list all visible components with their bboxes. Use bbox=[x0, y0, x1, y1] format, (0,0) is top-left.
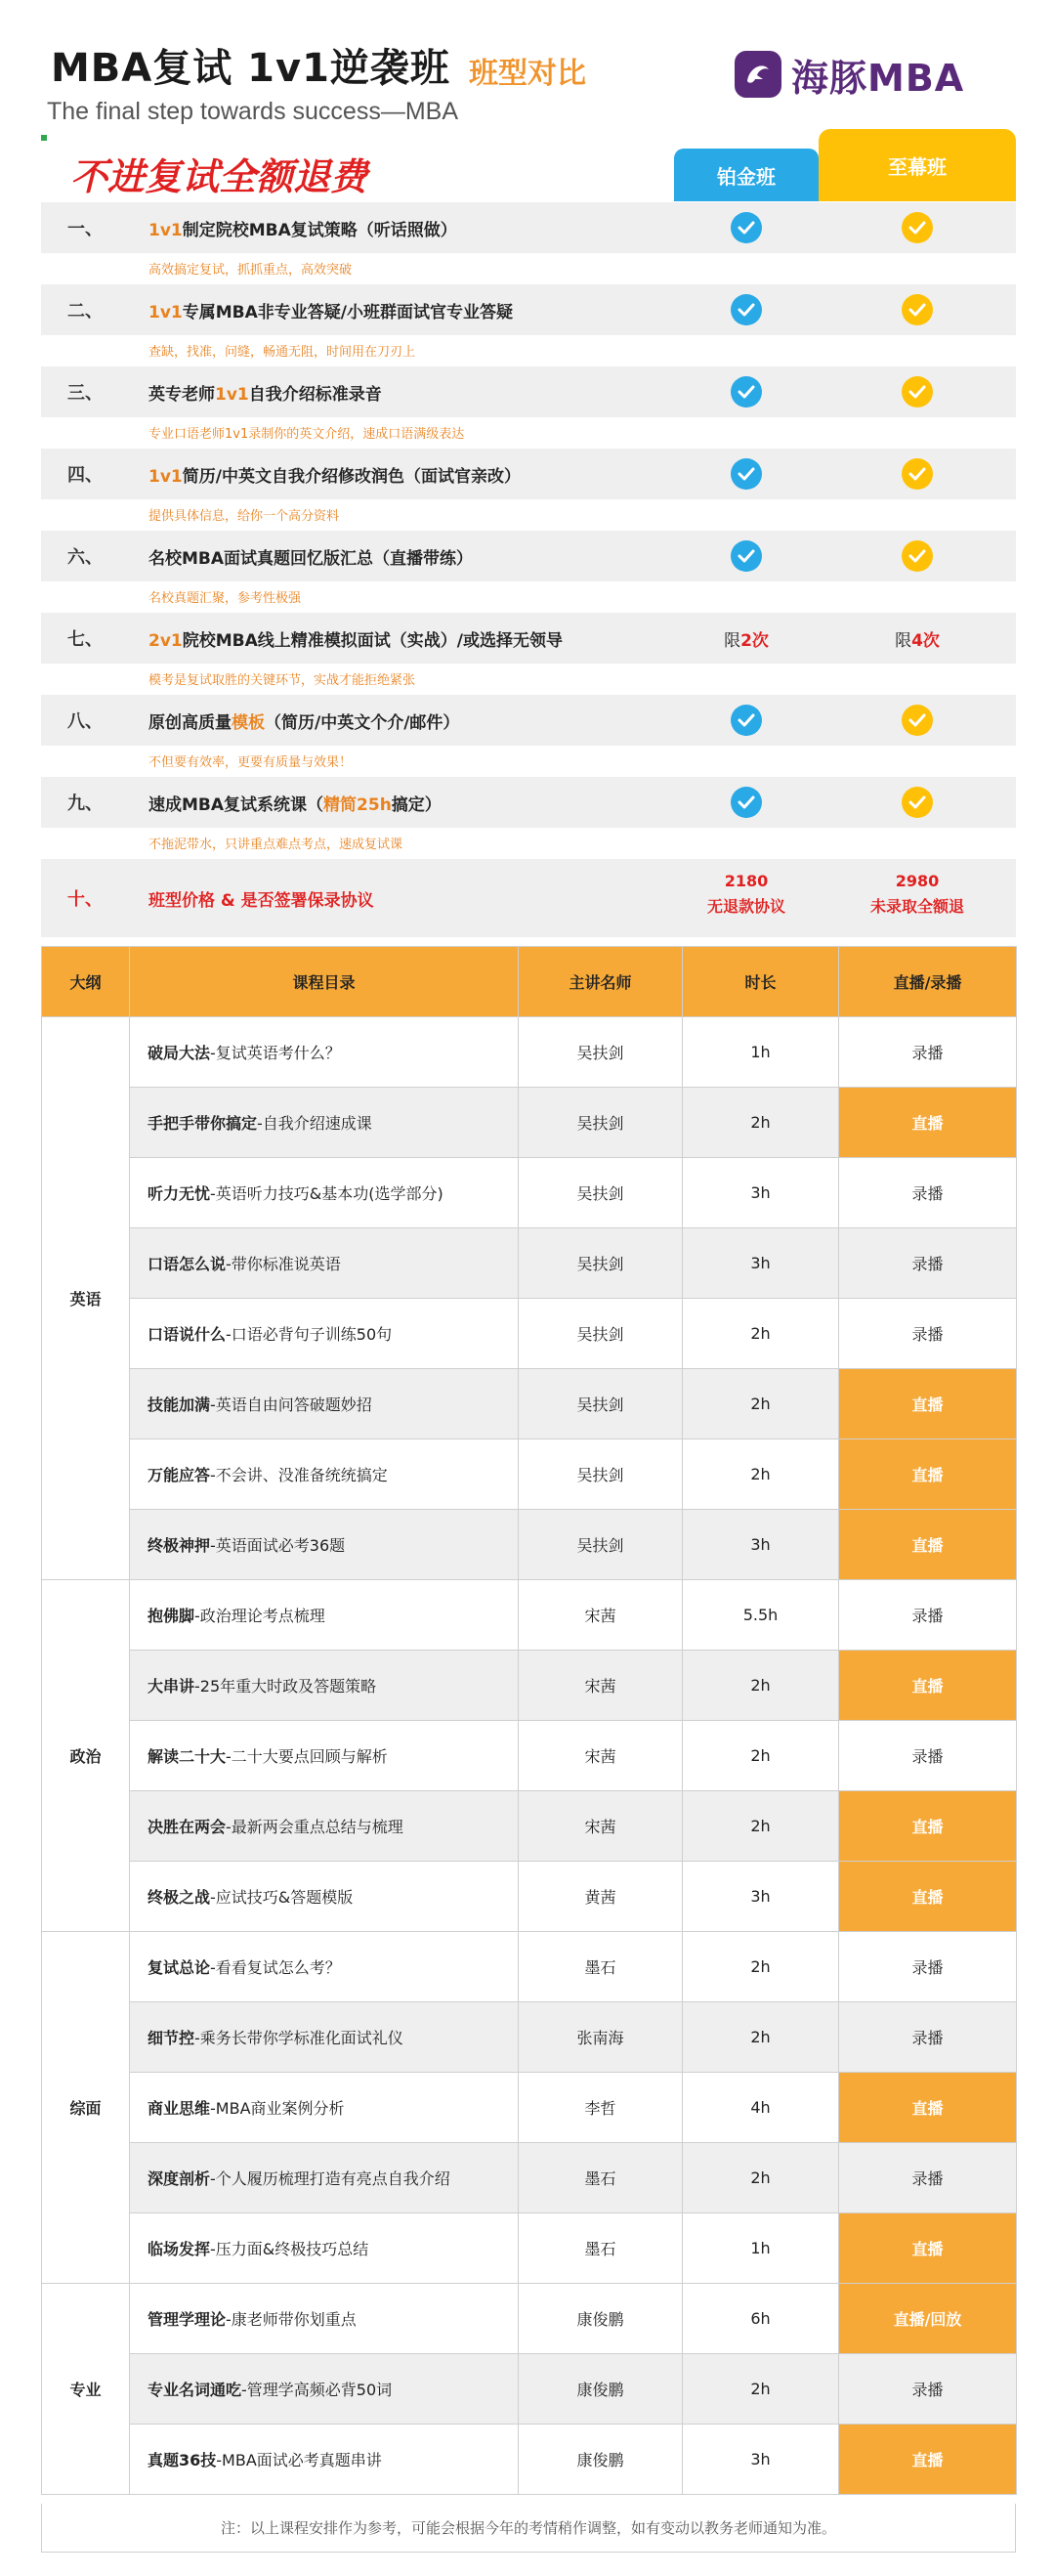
page-header bbox=[0, 0, 1055, 205]
duration-cell: 3h bbox=[683, 1228, 839, 1299]
zhimu-price bbox=[819, 869, 1016, 920]
course-name: 真题36技 bbox=[148, 2451, 217, 2469]
limit-count: 4次 bbox=[911, 630, 940, 651]
course-subtitle: -二十大要点回顾与解析 bbox=[226, 1747, 388, 1766]
dolphin-icon bbox=[735, 51, 781, 98]
mode-cell: 录播 bbox=[839, 1228, 1017, 1299]
limit-text bbox=[895, 626, 940, 651]
course-cell bbox=[130, 1651, 519, 1721]
course-name: 临场发挥 bbox=[148, 2240, 211, 2258]
platinum-cell bbox=[674, 449, 819, 499]
table-row bbox=[42, 1017, 1017, 1088]
duration-cell: 2h bbox=[683, 1791, 839, 1862]
table-row bbox=[42, 1862, 1017, 1932]
zhimu-cell bbox=[819, 366, 1016, 417]
check-icon bbox=[902, 212, 933, 243]
teacher-cell: 吴扶剑 bbox=[519, 1228, 683, 1299]
teacher-cell: 康俊鹏 bbox=[519, 2354, 683, 2425]
teacher-cell: 墨石 bbox=[519, 2213, 683, 2284]
course-name: 专业名词通吃 bbox=[148, 2381, 242, 2399]
course-cell bbox=[130, 1791, 519, 1862]
course-subtitle: -英语听力技巧&基本功(选学部分) bbox=[210, 1184, 443, 1203]
course-name: 万能应答 bbox=[148, 1466, 211, 1484]
table-row bbox=[42, 2213, 1017, 2284]
course-cell bbox=[130, 1228, 519, 1299]
teacher-cell: 墨石 bbox=[519, 1932, 683, 2002]
course-table-body bbox=[42, 1017, 1017, 2495]
course-cell bbox=[130, 1862, 519, 1932]
mode-cell: 直播 bbox=[839, 1088, 1017, 1158]
header-teacher: 主讲名师 bbox=[519, 947, 683, 1017]
course-name: 技能加满 bbox=[148, 1395, 211, 1414]
row-title bbox=[148, 298, 513, 322]
teacher-cell: 吴扶剑 bbox=[519, 1158, 683, 1228]
teacher-cell: 宋茜 bbox=[519, 1791, 683, 1862]
teacher-cell: 宋茜 bbox=[519, 1721, 683, 1791]
course-name: 手把手带你搞定 bbox=[148, 1114, 258, 1133]
check-icon bbox=[731, 787, 762, 818]
row-title bbox=[148, 462, 521, 487]
mode-cell: 录播 bbox=[839, 1721, 1017, 1791]
comparison-row bbox=[41, 695, 1016, 777]
course-subtitle: -政治理论考点梳理 bbox=[194, 1607, 325, 1625]
comparison-row-bar bbox=[41, 284, 1016, 335]
course-name: 深度剖析 bbox=[148, 2169, 211, 2188]
duration-cell: 1h bbox=[683, 1017, 839, 1088]
table-row bbox=[42, 2002, 1017, 2073]
course-subtitle: -自我介绍速成课 bbox=[257, 1114, 372, 1133]
course-name: 口语怎么说 bbox=[148, 1255, 227, 1273]
duration-cell: 2h bbox=[683, 1088, 839, 1158]
mode-cell: 直播 bbox=[839, 1369, 1017, 1439]
mode-cell: 录播 bbox=[839, 2002, 1017, 2073]
duration-cell: 5.5h bbox=[683, 1580, 839, 1651]
table-row bbox=[42, 2425, 1017, 2495]
course-subtitle: -英语自由问答破题妙招 bbox=[210, 1395, 372, 1414]
limit-label: 限 bbox=[895, 630, 912, 651]
course-subtitle: -个人履历梳理打造有亮点自我介绍 bbox=[210, 2169, 450, 2188]
platinum-price bbox=[674, 869, 819, 920]
row-title bbox=[148, 708, 459, 733]
teacher-cell: 康俊鹏 bbox=[519, 2425, 683, 2495]
header-duration: 时长 bbox=[683, 947, 839, 1017]
page-title: MBA复试 1v1逆袭班 bbox=[51, 46, 450, 91]
check-icon bbox=[731, 540, 762, 572]
check-icon bbox=[731, 294, 762, 325]
check-icon bbox=[902, 787, 933, 818]
teacher-cell: 康俊鹏 bbox=[519, 2284, 683, 2354]
comparison-row-bar bbox=[41, 777, 1016, 828]
table-row bbox=[42, 2073, 1017, 2143]
comparison-row-bar bbox=[41, 449, 1016, 499]
check-icon bbox=[731, 376, 762, 408]
tagline: The final step towards success—MBA bbox=[47, 98, 458, 125]
limit-count: 2次 bbox=[740, 630, 769, 651]
course-cell bbox=[130, 2002, 519, 2073]
teacher-cell: 李哲 bbox=[519, 2073, 683, 2143]
category-cell: 专业 bbox=[42, 2284, 130, 2495]
table-row bbox=[42, 1791, 1017, 1862]
mode-cell: 录播 bbox=[839, 1932, 1017, 2002]
comparison-row-bar bbox=[41, 531, 1016, 581]
course-name: 破局大法 bbox=[148, 1044, 211, 1062]
course-name: 听力无忧 bbox=[148, 1184, 211, 1203]
teacher-cell: 吴扶剑 bbox=[519, 1510, 683, 1580]
table-row bbox=[42, 1651, 1017, 1721]
course-cell bbox=[130, 2143, 519, 2213]
course-name: 抱佛脚 bbox=[148, 1607, 195, 1625]
platinum-cell bbox=[674, 777, 819, 828]
row-title-suffix: （简历/中英文个介/邮件） bbox=[265, 712, 460, 733]
platinum-cell bbox=[674, 366, 819, 417]
brand-logo bbox=[735, 45, 1018, 104]
course-subtitle: -康老师带你划重点 bbox=[226, 2310, 357, 2329]
table-row bbox=[42, 1158, 1017, 1228]
course-name: 终极神押 bbox=[148, 1536, 211, 1555]
course-subtitle: -复试英语考什么？ bbox=[210, 1044, 341, 1062]
course-cell bbox=[130, 2284, 519, 2354]
course-subtitle: -乘务长带你学标准化面试礼仪 bbox=[194, 2029, 403, 2047]
mode-cell: 录播 bbox=[839, 2354, 1017, 2425]
mode-cell: 录播 bbox=[839, 1017, 1017, 1088]
table-row bbox=[42, 1228, 1017, 1299]
duration-cell: 3h bbox=[683, 1510, 839, 1580]
zhimu-price-value: 2980 bbox=[895, 872, 940, 890]
mode-cell: 直播 bbox=[839, 1791, 1017, 1862]
course-cell bbox=[130, 1721, 519, 1791]
duration-cell: 2h bbox=[683, 2002, 839, 2073]
platinum-cell bbox=[674, 202, 819, 253]
duration-cell: 6h bbox=[683, 2284, 839, 2354]
teacher-cell: 吴扶剑 bbox=[519, 1439, 683, 1510]
course-subtitle: -看看复试怎么考？ bbox=[210, 1958, 341, 1977]
course-cell bbox=[130, 1299, 519, 1369]
row-number: 六、 bbox=[67, 547, 103, 568]
course-subtitle: -最新两会重点总结与梳理 bbox=[226, 1818, 403, 1836]
mode-cell: 直播 bbox=[839, 2425, 1017, 2495]
course-cell bbox=[130, 1017, 519, 1088]
row-number: 三、 bbox=[67, 383, 103, 404]
row-description: 提供具体信息，给你一个高分资料 bbox=[148, 509, 340, 524]
row-number: 二、 bbox=[67, 301, 103, 322]
course-cell bbox=[130, 2425, 519, 2495]
check-icon bbox=[902, 458, 933, 490]
course-cell bbox=[130, 1439, 519, 1510]
row-title-suffix: 搞定） bbox=[391, 794, 442, 815]
comparison-row-bar bbox=[41, 695, 1016, 746]
row-description: 高效搞定复试，抓抓重点，高效突破 bbox=[148, 263, 353, 278]
duration-cell: 2h bbox=[683, 1651, 839, 1721]
row-title-text: 英专老师 bbox=[148, 384, 215, 405]
duration-cell: 2h bbox=[683, 1439, 839, 1510]
table-row bbox=[42, 1580, 1017, 1651]
course-name: 商业思维 bbox=[148, 2099, 211, 2118]
decoration-mark bbox=[41, 135, 47, 141]
limit-text bbox=[724, 626, 769, 651]
platinum-price-note: 无退款协议 bbox=[706, 897, 785, 916]
comparison-row bbox=[41, 777, 1016, 859]
row-title-highlight: 1v1 bbox=[148, 302, 183, 322]
course-cell bbox=[130, 2354, 519, 2425]
row-title-highlight: 1v1 bbox=[215, 384, 249, 405]
header-mode: 直播/录播 bbox=[839, 947, 1017, 1017]
duration-cell: 2h bbox=[683, 1932, 839, 2002]
check-icon bbox=[731, 705, 762, 736]
row-title-text: 简历/中英文自我介绍修改润色（面试官亲改） bbox=[182, 466, 521, 487]
mode-cell: 直播/回放 bbox=[839, 2284, 1017, 2354]
row-title-text: 制定院校MBA复试策略（听话照做） bbox=[182, 220, 457, 240]
table-row bbox=[42, 2354, 1017, 2425]
row-description: 专业口语老师1v1录制你的英文介绍，速成口语满级表达 bbox=[148, 427, 465, 442]
zhimu-cell bbox=[819, 695, 1016, 746]
course-name: 管理学理论 bbox=[148, 2310, 227, 2329]
column-header-platinum: 铂金班 bbox=[674, 149, 819, 201]
row-number: 七、 bbox=[67, 629, 103, 650]
course-cell bbox=[130, 1088, 519, 1158]
course-subtitle: -压力面&终极技巧总结 bbox=[210, 2240, 369, 2258]
row-title-text: 专属MBA非专业答疑/小班群面试官专业答疑 bbox=[182, 302, 513, 322]
row-title-text: 院校MBA线上精准模拟面试（实战）/或选择无领导 bbox=[182, 630, 563, 651]
zhimu-cell bbox=[819, 284, 1016, 335]
comparison-row bbox=[41, 284, 1016, 366]
duration-cell: 3h bbox=[683, 1158, 839, 1228]
page-subtitle: 班型对比 bbox=[469, 57, 586, 91]
duration-cell: 2h bbox=[683, 2354, 839, 2425]
duration-cell: 2h bbox=[683, 2143, 839, 2213]
zhimu-price-note: 未录取全额退 bbox=[869, 897, 964, 916]
course-subtitle: -不会讲、没准备统统搞定 bbox=[210, 1466, 388, 1484]
duration-cell: 2h bbox=[683, 1299, 839, 1369]
mode-cell: 直播 bbox=[839, 1651, 1017, 1721]
duration-cell: 1h bbox=[683, 2213, 839, 2284]
course-subtitle: -MBA面试必考真题串讲 bbox=[216, 2451, 382, 2469]
footnote: 注：以上课程安排作为参考，可能会根据今年的考情稍作调整，如有变动以教务老师通知为准。 bbox=[41, 2504, 1016, 2553]
course-subtitle: -英语面试必考36题 bbox=[210, 1536, 346, 1555]
course-subtitle: -管理学高频必背50词 bbox=[241, 2381, 393, 2399]
zhimu-cell bbox=[819, 449, 1016, 499]
column-header-zhimu: 至幕班 bbox=[819, 129, 1016, 201]
zhimu-cell bbox=[819, 613, 1016, 664]
mode-cell: 录播 bbox=[839, 2143, 1017, 2213]
teacher-cell: 黄茜 bbox=[519, 1862, 683, 1932]
platinum-price-value: 2180 bbox=[724, 872, 769, 890]
header-course: 课程目录 bbox=[130, 947, 519, 1017]
teacher-cell: 吴扶剑 bbox=[519, 1088, 683, 1158]
row-title bbox=[148, 626, 563, 651]
category-cell: 综面 bbox=[42, 1932, 130, 2284]
row-title-highlight: 1v1 bbox=[148, 466, 183, 487]
limit-label: 限 bbox=[724, 630, 741, 651]
zhimu-cell bbox=[819, 202, 1016, 253]
table-header-row bbox=[42, 947, 1017, 1017]
teacher-cell: 吴扶剑 bbox=[519, 1299, 683, 1369]
course-cell bbox=[130, 1158, 519, 1228]
row-title-highlight: 模板 bbox=[232, 712, 265, 733]
teacher-cell: 吴扶剑 bbox=[519, 1369, 683, 1439]
refund-slogan: 不进复试全额退费 bbox=[70, 155, 368, 198]
row-title-text: 原创高质量 bbox=[148, 712, 232, 733]
platinum-cell bbox=[674, 695, 819, 746]
row-number: 一、 bbox=[67, 219, 103, 239]
comparison-row-bar bbox=[41, 613, 1016, 664]
comparison-row-bar bbox=[41, 202, 1016, 253]
zhimu-cell bbox=[819, 777, 1016, 828]
teacher-cell: 墨石 bbox=[519, 2143, 683, 2213]
row-description: 模考是复试取胜的关键环节，实战才能拒绝紧张 bbox=[148, 673, 416, 688]
mode-cell: 直播 bbox=[839, 1510, 1017, 1580]
row-title-text: 速成MBA复试系统课（ bbox=[148, 794, 324, 815]
table-row bbox=[42, 1439, 1017, 1510]
comparison-row bbox=[41, 366, 1016, 449]
teacher-cell: 张南海 bbox=[519, 2002, 683, 2073]
course-cell bbox=[130, 1510, 519, 1580]
table-row bbox=[42, 2143, 1017, 2213]
table-row bbox=[42, 1369, 1017, 1439]
check-icon bbox=[902, 540, 933, 572]
mode-cell: 录播 bbox=[839, 1299, 1017, 1369]
platinum-cell bbox=[674, 613, 819, 664]
table-row bbox=[42, 1299, 1017, 1369]
row-description: 名校真题汇聚，参考性极强 bbox=[148, 591, 302, 606]
platinum-cell bbox=[674, 284, 819, 335]
course-subtitle: -25年重大时政及答题策略 bbox=[194, 1677, 377, 1696]
course-subtitle: -口语必背句子训练50句 bbox=[226, 1325, 393, 1344]
row-title bbox=[148, 216, 457, 240]
row-title-highlight: 精简25h bbox=[323, 794, 392, 815]
row-title bbox=[148, 791, 442, 815]
mode-cell: 直播 bbox=[839, 2213, 1017, 2284]
course-subtitle: -带你标准说英语 bbox=[226, 1255, 341, 1273]
price-row-number: 十、 bbox=[67, 889, 103, 910]
logo-text: 海豚MBA bbox=[791, 56, 965, 100]
course-name: 决胜在两会 bbox=[148, 1818, 227, 1836]
course-name: 细节控 bbox=[148, 2029, 195, 2047]
course-cell bbox=[130, 1369, 519, 1439]
duration-cell: 3h bbox=[683, 2425, 839, 2495]
duration-cell: 3h bbox=[683, 1862, 839, 1932]
comparison-row bbox=[41, 202, 1016, 284]
duration-cell: 2h bbox=[683, 1369, 839, 1439]
comparison-list bbox=[41, 202, 1016, 859]
row-number: 四、 bbox=[67, 465, 103, 486]
row-title-highlight: 1v1 bbox=[148, 220, 183, 240]
mode-cell: 直播 bbox=[839, 1439, 1017, 1510]
teacher-cell: 宋茜 bbox=[519, 1651, 683, 1721]
table-row bbox=[42, 2284, 1017, 2354]
course-table bbox=[41, 946, 1017, 2495]
category-cell: 政治 bbox=[42, 1580, 130, 1932]
check-icon bbox=[902, 294, 933, 325]
comparison-row-bar bbox=[41, 366, 1016, 417]
row-description: 查缺，找准，问缝，畅通无阻，时间用在刀刃上 bbox=[148, 345, 416, 360]
price-row-title: 班型价格 & 是否签署保录协议 bbox=[148, 890, 374, 911]
row-title bbox=[148, 380, 382, 405]
check-icon bbox=[902, 376, 933, 408]
duration-cell: 4h bbox=[683, 2073, 839, 2143]
course-name: 口语说什么 bbox=[148, 1325, 227, 1344]
table-row bbox=[42, 1088, 1017, 1158]
course-subtitle: -应试技巧&答题模版 bbox=[210, 1888, 354, 1907]
table-row bbox=[42, 1510, 1017, 1580]
duration-cell: 2h bbox=[683, 1721, 839, 1791]
row-title bbox=[148, 544, 473, 569]
category-cell: 英语 bbox=[42, 1017, 130, 1580]
mode-cell: 录播 bbox=[839, 1580, 1017, 1651]
course-subtitle: -MBA商业案例分析 bbox=[210, 2099, 345, 2118]
course-cell bbox=[130, 1932, 519, 2002]
platinum-cell bbox=[674, 531, 819, 581]
teacher-cell: 宋茜 bbox=[519, 1580, 683, 1651]
table-row bbox=[42, 1721, 1017, 1791]
mode-cell: 直播 bbox=[839, 2073, 1017, 2143]
mode-cell: 录播 bbox=[839, 1158, 1017, 1228]
row-title-highlight: 2v1 bbox=[148, 630, 183, 651]
row-title-suffix: 自我介绍标准录音 bbox=[248, 384, 382, 405]
course-name: 终极之战 bbox=[148, 1888, 211, 1907]
mode-cell: 直播 bbox=[839, 1862, 1017, 1932]
row-title-text: 名校MBA面试真题回忆版汇总（直播带练） bbox=[148, 548, 474, 569]
comparison-row bbox=[41, 449, 1016, 531]
row-number: 八、 bbox=[67, 711, 103, 732]
row-description: 不但要有效率，更要有质量与效果！ bbox=[148, 755, 353, 770]
course-name: 大串讲 bbox=[148, 1677, 195, 1696]
teacher-cell: 吴扶剑 bbox=[519, 1017, 683, 1088]
comparison-row bbox=[41, 613, 1016, 695]
check-icon bbox=[731, 212, 762, 243]
row-description: 不拖泥带水，只讲重点难点考点，速成复试课 bbox=[148, 837, 403, 852]
course-name: 解读二十大 bbox=[148, 1747, 227, 1766]
header-outline: 大纲 bbox=[42, 947, 130, 1017]
check-icon bbox=[731, 458, 762, 490]
row-number: 九、 bbox=[67, 794, 103, 814]
course-cell bbox=[130, 2213, 519, 2284]
zhimu-cell bbox=[819, 531, 1016, 581]
comparison-row bbox=[41, 531, 1016, 613]
course-name: 复试总论 bbox=[148, 1958, 211, 1977]
table-row bbox=[42, 1932, 1017, 2002]
check-icon bbox=[902, 705, 933, 736]
course-cell bbox=[130, 1580, 519, 1651]
price-row bbox=[41, 859, 1016, 937]
course-cell bbox=[130, 2073, 519, 2143]
